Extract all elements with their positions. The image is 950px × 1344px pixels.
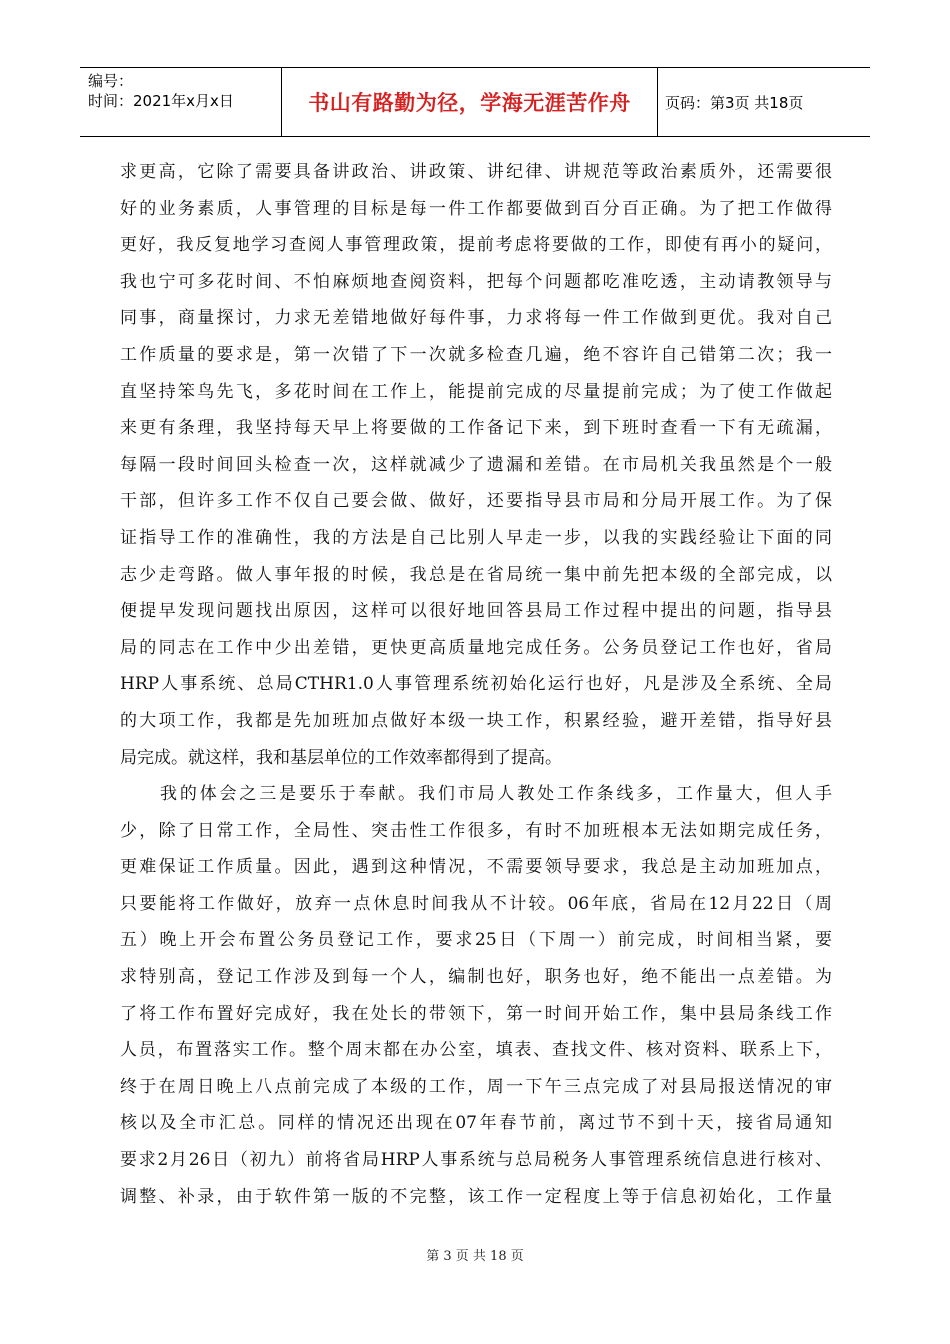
header-page-cell [658,68,870,136]
document-number-label: 编号： [88,72,134,90]
body-line: 同事，商量探讨，力求无差错地做好每件事，力求将每一件工作做到更优。我对自己 [120,308,832,329]
body-line: 要求2月26日（初九）前将省局HRP人事系统与总局税务人事管理系统信息进行核对、 [120,1150,832,1171]
body-line: 工作质量的要求是，第一次错了下一次就多检查几遍，绝不容许自己错第二次；我一 [120,344,832,365]
body-line: 志少走弯路。做人事年报的时候，我总是在省局统一集中前先把本级的全部完成，以 [120,564,832,585]
page-footer: 第 3 页 共 18 页 [426,1249,524,1264]
body-line: 人员，布置落实工作。整个周末都在办公室，填表、查找文件、核对资料、联系上下， [120,1040,832,1061]
body-line: 终于在周日晚上八点前完成了本级的工作，周一下午三点完成了对县局报送情况的审 [120,1076,832,1097]
body-line: 五）晚上开会布置公务员登记工作，要求25日（下周一）前完成，时间相当紧，要 [120,930,832,951]
document-time-label: 时间：2021年x月x日 [88,92,234,110]
body-line: 核以及全市汇总。同样的情况还出现在07年春节前，离过节不到十天，接省局通知 [120,1113,832,1134]
body-line: 每隔一段时间回头检查一次，这样就减少了遗漏和差错。在市局机关我虽然是个一般 [120,454,832,475]
body-line-paragraph-start: 我的体会之三是要乐于奉献。我们市局人教处工作条线多，工作量大，但人手 [160,784,832,805]
body-line: 局完成。就这样，我和基层单位的工作效率都得到了提高。 [120,747,562,768]
body-line: 我也宁可多花时间、不怕麻烦地查阅资料，把每个问题都吃准吃透，主动请教领导与 [120,271,832,292]
header-motto: 书山有路勤为径，学海无涯苦作舟 [308,91,631,115]
body-line: 证指导工作的准确性，我的方法是自己比别人早走一步，以我的实践经验让下面的同 [120,527,832,548]
body-line: 求特别高，登记工作涉及到每一个人，编制也好，职务也好，绝不能出一点差错。为 [120,967,832,988]
document-body [120,154,832,1215]
body-line: 调整、补录，由于软件第一版的不完整，该工作一定程度上等于信息初始化，工作量 [120,1186,832,1207]
body-line: 局的同志在工作中少出差错，更快更高质量地完成任务。公务员登记工作也好，省局 [120,637,832,658]
header-meta [80,68,282,136]
body-line: 更难保证工作质量。因此，遇到这种情况，不需要领导要求，我总是主动加班加点， [120,857,832,878]
body-line: 的大项工作，我都是先加班加点做好本级一块工作，积累经验，避开差错，指导好县 [120,710,832,731]
body-line: 便提早发现问题找出原因，这样可以很好地回答县局工作过程中提出的问题，指导县 [120,601,832,622]
header-motto-cell [282,68,658,136]
body-line: 直坚持笨鸟先飞，多花时间在工作上，能提前完成的尽量提前完成；为了使工作做起 [120,381,832,402]
body-line: 好的业务素质，人事管理的目标是每一件工作都要做到百分百正确。为了把工作做得 [120,198,832,219]
body-line: 少，除了日常工作，全局性、突击性工作很多，有时不加班根本无法如期完成任务， [120,820,832,841]
body-line: 更好，我反复地学习查阅人事管理政策，提前考虑将要做的工作，即使有再小的疑问， [120,235,832,256]
body-line: 干部，但许多工作不仅自己要会做、做好，还要指导县市局和分局开展工作。为了保 [120,491,832,512]
body-line: HRP人事系统、总局CTHR1.0人事管理系统初始化运行也好，凡是涉及全系统、全局 [120,674,832,695]
body-line: 求更高，它除了需要具备讲政治、讲政策、讲纪律、讲规范等政治素质外，还需要很 [120,162,832,182]
body-line: 了将工作布置好完成好，我在处长的带领下，第一时间开始工作，集中县局条线工作 [120,1003,832,1024]
header-page-number: 页码：第3页 共18页 [665,93,804,112]
body-line: 只要能将工作做好，放弃一点休息时间我从不计较。06年底，省局在12月22日（周 [120,893,832,914]
body-line: 来更有条理，我坚持每天早上将要做的工作备记下来，到下班时查看一下有无疏漏， [120,418,832,439]
page-header [80,67,870,137]
